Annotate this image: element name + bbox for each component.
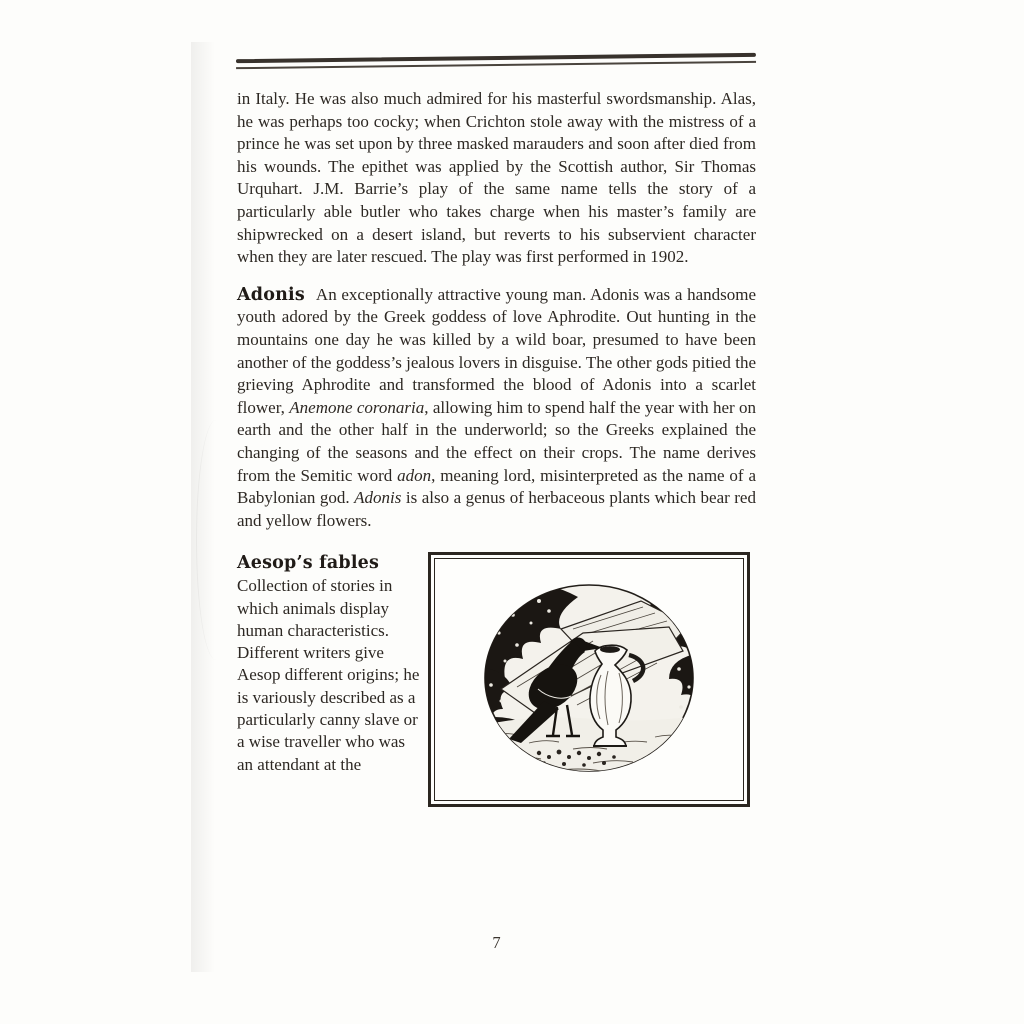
entry-term-aesops-fables: Aesop’s fables: [237, 553, 380, 574]
entry-aesop-body: Collection of stories in which animals display human characteristics. Different writers give Aesop different origins; he is variously described as a particularly canny slave or a wise traveller who was an attendant at the: [237, 576, 420, 774]
illustration-outer-frame: [428, 552, 750, 807]
page-number: 7: [492, 933, 501, 952]
continuation-paragraph: in Italy. He was also much admired for his masterful swordsmanship. Alas, he was perhaps too cocky; when Crichton stole away with the mistress of a prince he was set upon by three masked marauders and soon after died from his wounds. The epithet was applied by the Scottish author, Sir Thomas Urquhart. J.M. Barrie’s play of the same name tells the story of a particularly able butler who takes charge when his master’s family are shipwrecked on a desert island, but reverts to his subservient character when they are later rescued. The play was first performed in 1902.: [237, 89, 756, 267]
crow-and-pitcher-illustration: [443, 567, 735, 792]
illustration-inner-frame: [434, 558, 744, 801]
entry-adonis: [237, 284, 756, 533]
entry-aesops-fables: [237, 552, 756, 807]
page-curl-highlight: [196, 420, 236, 660]
entry-adonis-body: An exceptionally attractive young man. Adonis was a handsome youth adored by the Greek goddess of love Aphrodite. Out hunting in the mountains one day he was killed by a wild boar, presumed to have been another of the goddess’s jealous lovers in disguise. The other gods pitied the grieving Aphrodite and transformed the blood of Adonis into a scarlet flower, Anemone coronaria, allowing him to spend half the year with her on earth and the other half in the underworld; so the Greeks explained the changing of the seasons and the effect on their crops. The name derives from the Semitic word adon, meaning lord, misinterpreted as the name of a Babylonian god. Adonis is also a genus of herbaceous plants which bear red and yellow flowers.: [237, 284, 757, 530]
entry-term-adonis: Adonis: [237, 284, 305, 305]
illustration-block: [428, 552, 750, 807]
entry-aesop-text: [237, 552, 423, 776]
header-double-rule: [236, 53, 756, 69]
text-column: [237, 88, 756, 807]
